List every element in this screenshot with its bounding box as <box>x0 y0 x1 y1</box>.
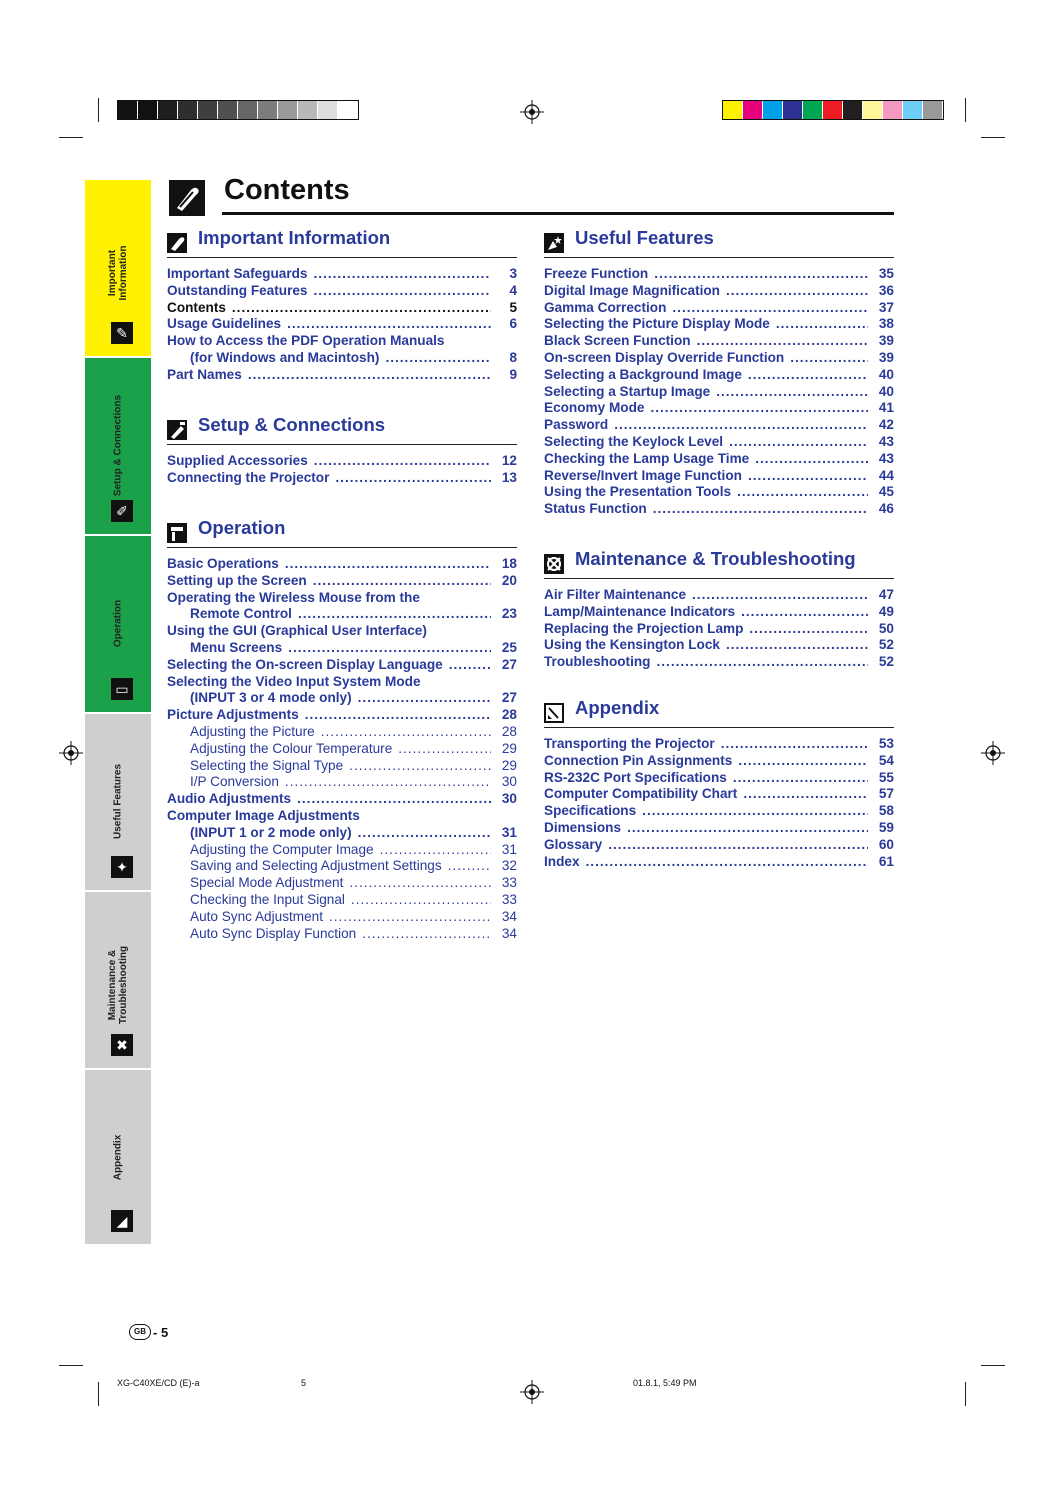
toc-entry-page: 55 <box>878 769 894 785</box>
calibration-swatch <box>138 101 158 119</box>
toc-entry-page: 5 <box>509 299 517 315</box>
toc-entry-page: 59 <box>878 819 894 835</box>
toc-entry-page: 61 <box>878 853 894 869</box>
toc-entry-title: Dimensions <box>544 819 622 835</box>
section-operation <box>167 517 517 942</box>
toc-entry-page: 28 <box>501 707 517 723</box>
toc-entry[interactable] <box>167 690 517 707</box>
toc-entry-page: 42 <box>878 417 894 433</box>
toc-entry-title: Digital Image Magnification <box>544 282 720 298</box>
toc-entry-page: 8 <box>509 349 517 365</box>
registration-mark-icon <box>520 100 544 124</box>
toc-entry-title: Menu Screens <box>190 639 283 655</box>
side-tab-operation[interactable] <box>85 536 151 714</box>
toc-entry-page: 40 <box>878 383 894 399</box>
calibration-swatch <box>783 101 803 119</box>
toc-entry[interactable] <box>167 283 517 300</box>
section-heading: Maintenance & Troubleshooting <box>575 548 856 569</box>
toc-entry[interactable] <box>167 453 517 470</box>
toc-list <box>544 736 894 870</box>
calibration-swatch <box>803 101 823 119</box>
toc-entry[interactable] <box>167 674 517 691</box>
toc-entry-title: Password <box>544 417 609 433</box>
toc-entry-title: Glossary <box>544 836 603 852</box>
toc-list <box>167 556 517 942</box>
title-rule <box>222 212 894 215</box>
toc-entry-page: 28 <box>501 723 517 739</box>
book-icon <box>544 703 564 723</box>
section-useful-features <box>544 227 894 518</box>
toc-entry-page: 46 <box>878 501 894 517</box>
toc-entry-page: 52 <box>878 654 894 670</box>
crop-mark <box>981 1365 1005 1366</box>
remote-icon: ▭ <box>111 678 133 700</box>
toc-entry[interactable] <box>167 707 517 724</box>
crop-mark <box>59 1365 83 1366</box>
calibration-swatch <box>198 101 218 119</box>
side-tab-appendix[interactable] <box>85 1070 151 1244</box>
toc-entry-page: 6 <box>509 316 517 332</box>
toc-entry-title: Selecting the Video Input System Mode <box>167 673 421 689</box>
pen-icon <box>167 233 187 253</box>
side-tab-label: Important Information <box>107 245 129 301</box>
toc-entry-page: 32 <box>501 858 517 874</box>
toc-entry[interactable] <box>167 333 517 350</box>
side-tab-label: Maintenance & Troubleshooting <box>107 945 129 1025</box>
toc-entry-title: Economy Mode <box>544 400 645 416</box>
toc-subentry[interactable] <box>167 875 517 892</box>
toc-entry[interactable] <box>544 434 894 451</box>
toc-entry-page: 43 <box>878 450 894 466</box>
toc-entry-page: 12 <box>501 453 517 468</box>
toc-entry-title: (INPUT 3 or 4 mode only) <box>190 690 352 706</box>
toc-entry[interactable] <box>544 820 894 837</box>
toc-entry[interactable] <box>544 283 894 300</box>
toc-entry-title: Lamp/Maintenance Indicators <box>544 603 736 619</box>
toc-entry-page: 27 <box>501 690 517 706</box>
toc-list <box>544 266 894 518</box>
toc-entry[interactable] <box>167 623 517 640</box>
color-calibration-bar <box>722 100 944 120</box>
section-header <box>544 697 894 728</box>
toc-entry[interactable] <box>167 556 517 573</box>
toc-entry-title: Setting up the Screen <box>167 572 307 588</box>
toc-entry-title: Specifications <box>544 803 637 819</box>
pen-icon <box>169 180 205 216</box>
crop-mark <box>98 1382 99 1406</box>
toc-entry-title: Selecting the Picture Display Mode <box>544 316 770 332</box>
toc-entry-page: 40 <box>878 366 894 382</box>
toc-entry-page: 33 <box>501 875 517 891</box>
calibration-swatch <box>178 101 198 119</box>
section-header <box>544 227 894 258</box>
toc-entry-page: 41 <box>878 400 894 416</box>
toc-entry-title: Adjusting the Picture <box>190 723 315 739</box>
toc-entry-page: 33 <box>501 891 517 907</box>
calibration-swatch <box>923 101 943 119</box>
toc-entry-title: Using the Kensington Lock <box>544 637 720 653</box>
section-heading: Useful Features <box>575 227 714 248</box>
toc-entry[interactable] <box>544 654 894 671</box>
toc-entry[interactable] <box>167 791 517 808</box>
toc-entry-page: 29 <box>501 757 517 773</box>
calibration-swatch <box>763 101 783 119</box>
toc-entry-title: (INPUT 1 or 2 mode only) <box>190 824 352 840</box>
toc-entry-page: 9 <box>509 366 517 382</box>
toc-entry-page: 60 <box>878 836 894 852</box>
toc-entry-title: Operating the Wireless Mouse from the <box>167 589 420 605</box>
toc-list <box>544 587 894 671</box>
side-tab-useful-features[interactable] <box>85 714 151 892</box>
toc-entry-page: 34 <box>501 925 517 941</box>
section-header <box>167 414 517 445</box>
toc-subentry[interactable] <box>167 842 517 859</box>
toc-entry-title: RS-232C Port Specifications <box>544 769 727 785</box>
toc-entry-page: 39 <box>878 333 894 349</box>
toc-entry[interactable] <box>544 621 894 638</box>
toc-entry[interactable] <box>544 468 894 485</box>
toc-entry-page: 49 <box>878 603 894 619</box>
toc-subentry[interactable] <box>167 858 517 875</box>
toc-entry[interactable] <box>167 573 517 590</box>
toc-entry-page: 50 <box>878 620 894 636</box>
toc-subentry[interactable] <box>167 758 517 775</box>
calibration-swatch <box>238 101 258 119</box>
toc-entry-title: Selecting a Background Image <box>544 366 742 382</box>
toc-entry-title: Basic Operations <box>167 556 279 571</box>
toc-entry-title: Air Filter Maintenance <box>544 587 687 602</box>
toc-entry-title: Special Mode Adjustment <box>190 875 344 891</box>
toc-entry-page: 57 <box>878 786 894 802</box>
registration-mark-icon <box>981 741 1005 765</box>
side-tab-maintenance[interactable] <box>85 892 151 1070</box>
toc-entry-page: 34 <box>501 908 517 924</box>
toc-entry[interactable] <box>167 657 517 674</box>
toc-entry-page: 38 <box>878 316 894 332</box>
registration-mark-icon <box>520 1380 544 1404</box>
toc-entry[interactable] <box>167 825 517 842</box>
remote-icon <box>167 523 187 543</box>
calibration-swatch <box>338 101 358 119</box>
toc-entry-title: Replacing the Projection Lamp <box>544 620 744 636</box>
section-heading: Important Information <box>198 227 391 248</box>
region-badge: GB <box>129 1324 151 1340</box>
toc-entry[interactable] <box>544 837 894 854</box>
toc-entry[interactable] <box>544 384 894 401</box>
calibration-swatch <box>118 101 138 119</box>
toc-entry-title: Status Function <box>544 501 647 517</box>
toc-entry[interactable] <box>544 637 894 654</box>
page-number-text: - 5 <box>153 1324 169 1340</box>
star-icon <box>544 233 564 253</box>
side-tab-bar <box>85 180 151 1244</box>
side-tab-label: Useful Features <box>112 763 124 840</box>
toc-entry-page: 45 <box>878 484 894 500</box>
toc-entry-page: 52 <box>878 637 894 653</box>
toc-entry-title: Using the Presentation Tools <box>544 484 732 500</box>
slug-page: 5 <box>301 1378 307 1388</box>
toc-entry-page: 25 <box>501 639 517 655</box>
toc-subentry[interactable] <box>167 774 517 791</box>
toc-entry-title: Reverse/Invert Image Function <box>544 467 742 483</box>
calibration-swatch <box>258 101 278 119</box>
toc-entry-page: 20 <box>501 572 517 588</box>
toc-entry[interactable] <box>544 333 894 350</box>
toc-entry-title: Selecting the On-screen Display Language <box>167 656 443 672</box>
toc-entry-page: 31 <box>501 841 517 857</box>
toc-subentry[interactable] <box>167 909 517 926</box>
toc-entry-title: Supplied Accessories <box>167 453 308 468</box>
toc-entry[interactable] <box>544 451 894 468</box>
calibration-swatch <box>218 101 238 119</box>
tool-icon: ✖ <box>111 1034 133 1056</box>
toc-entry-page: 30 <box>501 791 517 807</box>
calibration-swatch <box>298 101 318 119</box>
toc-entry[interactable] <box>167 808 517 825</box>
slug-date: 01.8.1, 5:49 PM <box>633 1378 697 1388</box>
toc-entry-page: 27 <box>501 656 517 672</box>
toc-entry-title: Selecting the Signal Type <box>190 757 344 773</box>
toc-entry[interactable] <box>544 484 894 501</box>
toc-entry-page: 47 <box>878 587 894 602</box>
toc-subentry[interactable] <box>167 926 517 943</box>
toc-entry-title: Connecting the Projector <box>167 469 330 485</box>
crop-mark <box>965 98 966 122</box>
crop-mark <box>59 137 83 138</box>
toc-entry-page: 53 <box>878 736 894 751</box>
toc-entry[interactable] <box>544 587 894 604</box>
toc-list <box>167 266 517 384</box>
toc-entry-title: Transporting the Projector <box>544 736 715 751</box>
toc-subentry[interactable] <box>167 892 517 909</box>
toc-entry-title: Black Screen Function <box>544 333 691 349</box>
toc-entry-page: 23 <box>501 606 517 622</box>
calibration-swatch <box>903 101 923 119</box>
toc-entry[interactable] <box>544 367 894 384</box>
toc-list <box>167 453 517 487</box>
calibration-swatch <box>278 101 298 119</box>
calibration-swatch <box>863 101 883 119</box>
toc-entry[interactable] <box>544 736 894 753</box>
toc-entry-title: Checking the Lamp Usage Time <box>544 450 750 466</box>
side-tab-setup-connections[interactable] <box>85 358 151 536</box>
toc-entry[interactable] <box>544 316 894 333</box>
plug-icon <box>167 420 187 440</box>
toc-entry-title: Freeze Function <box>544 266 649 281</box>
toc-entry[interactable] <box>167 590 517 607</box>
page-title: Contents <box>224 174 350 206</box>
plug-icon: ✐ <box>111 500 133 522</box>
toc-entry-title: Auto Sync Adjustment <box>190 908 323 924</box>
toc-entry-page: 44 <box>878 467 894 483</box>
toc-entry-title: (for Windows and Macintosh) <box>190 349 380 365</box>
toc-entry-title: Outstanding Features <box>167 282 308 298</box>
book-icon: ◢ <box>111 1210 133 1232</box>
toc-entry[interactable] <box>167 300 517 317</box>
section-important-information <box>167 227 517 384</box>
crop-mark <box>981 137 1005 138</box>
page-number <box>129 1324 168 1340</box>
toc-entry-title: Selecting a Startup Image <box>544 383 711 399</box>
side-tab-label: Operation <box>112 599 124 648</box>
toc-entry-title: Auto Sync Display Function <box>190 925 357 941</box>
toc-entry[interactable] <box>167 470 517 487</box>
toc-entry-title: Gamma Correction <box>544 299 667 315</box>
toc-entry-page: 39 <box>878 349 894 365</box>
toc-entry-title: Computer Image Adjustments <box>167 807 360 823</box>
toc-entry-title: Part Names <box>167 366 242 382</box>
grayscale-calibration-bar <box>117 100 359 120</box>
toc-entry[interactable] <box>544 854 894 871</box>
toc-entry[interactable] <box>167 606 517 623</box>
tool-icon <box>544 554 564 574</box>
toc-entry-title: How to Access the PDF Operation Manuals <box>167 333 445 349</box>
section-heading: Setup & Connections <box>198 414 386 435</box>
registration-mark-icon <box>59 741 83 765</box>
section-header <box>167 517 517 548</box>
toc-entry-title: Usage Guidelines <box>167 316 282 332</box>
toc-entry[interactable] <box>544 400 894 417</box>
toc-entry[interactable] <box>167 350 517 367</box>
toc-entry[interactable] <box>544 266 894 283</box>
star-icon: ✦ <box>111 856 133 878</box>
section-heading: Appendix <box>575 697 660 718</box>
side-tab-important-information[interactable] <box>85 180 151 358</box>
toc-entry-page: 30 <box>501 774 517 790</box>
toc-entry[interactable] <box>544 300 894 317</box>
toc-entry-page: 35 <box>878 266 894 281</box>
toc-entry-title: Troubleshooting <box>544 654 651 670</box>
toc-entry-page: 54 <box>878 752 894 768</box>
toc-entry-page: 18 <box>501 556 517 571</box>
toc-entry-page: 4 <box>509 282 517 298</box>
toc-entry[interactable] <box>167 367 517 384</box>
section-setup-connections <box>167 414 517 487</box>
toc-entry-title: Saving and Selecting Adjustment Settings <box>190 858 442 874</box>
toc-entry-title: On-screen Display Override Function <box>544 349 785 365</box>
pen-icon: ✎ <box>111 322 133 344</box>
toc-entry-title: Connection Pin Assignments <box>544 752 733 768</box>
calibration-swatch <box>823 101 843 119</box>
toc-entry[interactable] <box>544 604 894 621</box>
section-maintenance-troubleshooting <box>544 548 894 671</box>
toc-entry-title: Index <box>544 853 580 869</box>
toc-entry-title: Using the GUI (Graphical User Interface) <box>167 623 427 639</box>
crop-mark <box>965 1382 966 1406</box>
toc-entry-page: 3 <box>509 266 517 281</box>
toc-entry-title: Adjusting the Colour Temperature <box>190 740 393 756</box>
toc-entry-page: 37 <box>878 299 894 315</box>
toc-entry-title: I/P Conversion <box>190 774 279 790</box>
toc-entry-page: 43 <box>878 433 894 449</box>
section-appendix <box>544 697 894 870</box>
toc-entry-page: 29 <box>501 740 517 756</box>
toc-entry-title: Checking the Input Signal <box>190 891 345 907</box>
toc-entry[interactable] <box>544 770 894 787</box>
toc-entry[interactable] <box>544 786 894 803</box>
calibration-swatch <box>158 101 178 119</box>
toc-entry-title: Audio Adjustments <box>167 791 292 807</box>
toc-subentry[interactable] <box>167 741 517 758</box>
toc-entry[interactable] <box>167 266 517 283</box>
section-header <box>544 548 894 579</box>
calibration-swatch <box>743 101 763 119</box>
toc-entry[interactable] <box>544 753 894 770</box>
toc-entry-title: Important Safeguards <box>167 266 308 281</box>
toc-entry[interactable] <box>544 803 894 820</box>
section-header <box>167 227 517 258</box>
slug-filename: XG-C40XE/CD (E)-a <box>117 1378 200 1388</box>
toc-entry-page: 36 <box>878 282 894 298</box>
side-tab-label: Appendix <box>112 1134 124 1181</box>
toc-entry-title: Picture Adjustments <box>167 707 299 723</box>
toc-entry[interactable] <box>544 501 894 518</box>
toc-entry[interactable] <box>544 417 894 434</box>
toc-entry-title: Contents <box>167 299 226 315</box>
toc-entry-page: 31 <box>501 824 517 840</box>
crop-mark <box>98 98 99 122</box>
toc-entry-page: 13 <box>501 469 517 485</box>
side-tab-label: Setup & Connections <box>112 394 124 497</box>
toc-entry-page: 58 <box>878 803 894 819</box>
toc-entry-title: Computer Compatibility Chart <box>544 786 738 802</box>
toc-entry-title: Remote Control <box>190 606 292 622</box>
toc-entry-title: Selecting the Keylock Level <box>544 433 724 449</box>
calibration-swatch <box>318 101 338 119</box>
calibration-swatch <box>723 101 743 119</box>
toc-entry[interactable] <box>544 350 894 367</box>
toc-subentry[interactable] <box>167 724 517 741</box>
calibration-swatch <box>843 101 863 119</box>
section-heading: Operation <box>198 517 286 538</box>
calibration-swatch <box>883 101 903 119</box>
toc-entry[interactable] <box>167 640 517 657</box>
toc-entry[interactable] <box>167 316 517 333</box>
toc-entry-title: Adjusting the Computer Image <box>190 841 374 857</box>
